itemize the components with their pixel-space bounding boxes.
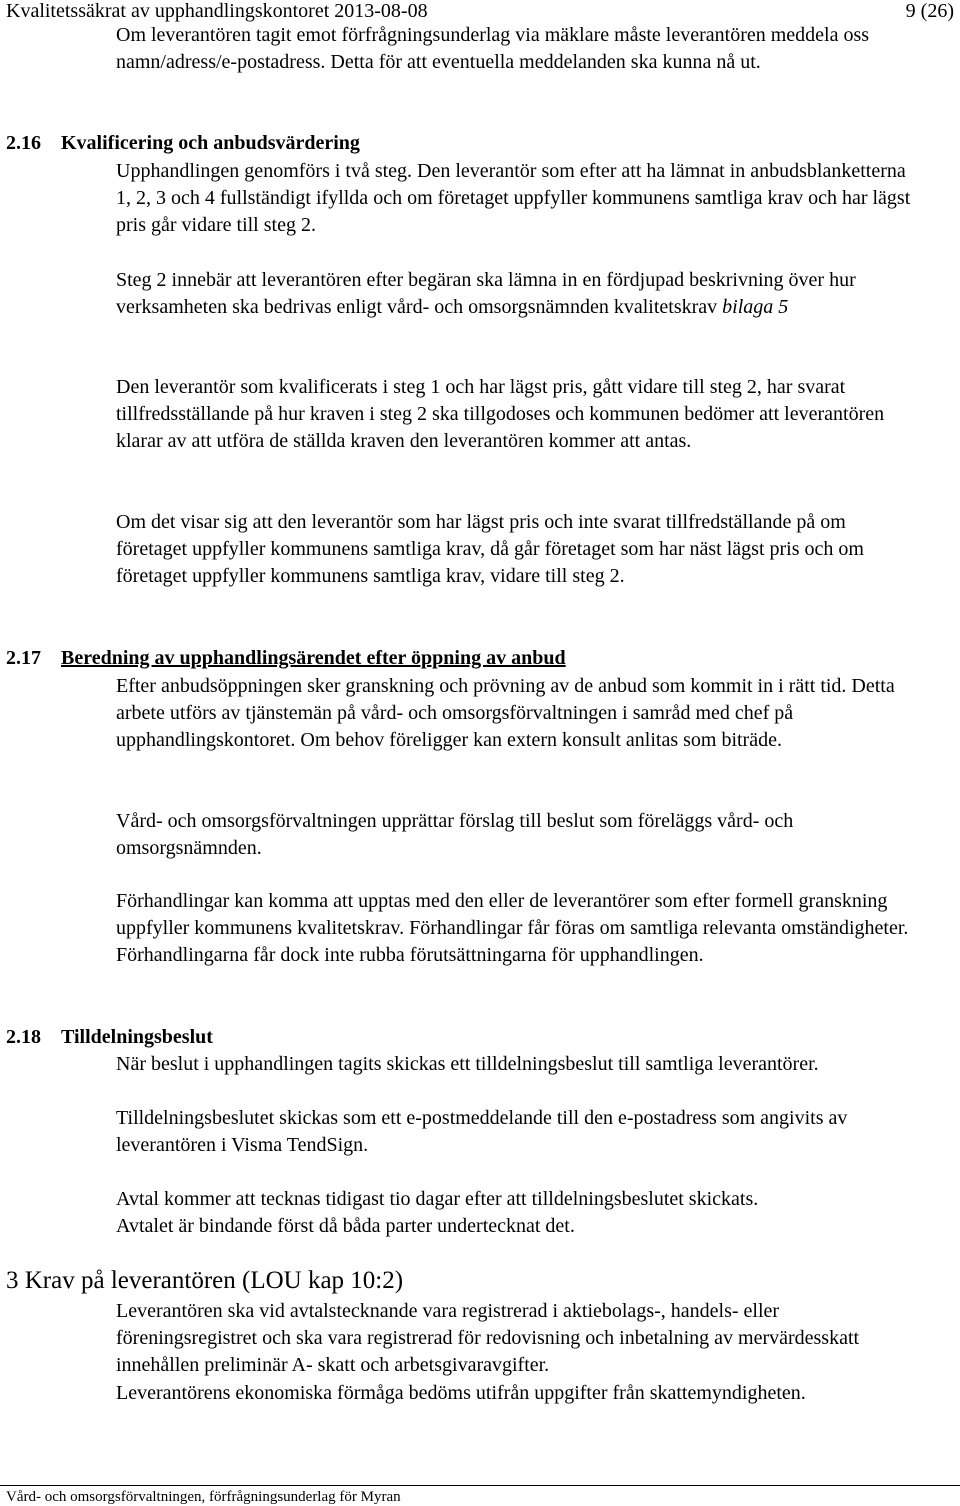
section-number: 2.16 bbox=[6, 132, 41, 154]
s218-paragraph-2: Tilldelningsbeslutet skickas som ett e-postmeddelande till den e-postadress som angivits av leverantören i Visma TendSign. bbox=[116, 1107, 848, 1157]
section-title: Kvalificering och anbudsvärdering bbox=[61, 132, 360, 154]
s218-paragraph-4: Avtalet är bindande först då båda parter undertecknat det. bbox=[116, 1215, 575, 1237]
section-2-16-heading bbox=[6, 130, 360, 157]
page-header bbox=[0, 0, 960, 24]
section-number: 2.18 bbox=[6, 1026, 41, 1048]
page-footer: Vård- och omsorgsförvaltningen, förfrågningsunderlag för Myran bbox=[6, 1489, 401, 1505]
s3-paragraph-2: Leverantörens ekonomiska förmåga bedöms utifrån uppgifter från skattemyndigheten. bbox=[116, 1382, 806, 1404]
footer-divider bbox=[0, 1485, 960, 1486]
s216-paragraph-2 bbox=[116, 267, 916, 321]
s216-paragraph-1: Upphandlingen genomförs i två steg. Den leverantör som efter att ha lämnat in anbudsblanketterna 1, 2, 3 och 4 fullständigt ifyllda och om företaget uppfyller kommunens samtliga krav och har lägst pris går vidare till steg 2. bbox=[116, 160, 911, 237]
s217-paragraph-2: Vård- och omsorgsförvaltningen upprättar förslag till beslut som föreläggs vård- och omsorgsnämnden. bbox=[116, 810, 794, 860]
s216-paragraph-4: Om det visar sig att den leverantör som har lägst pris och inte svarat tillfredställande på om företaget uppfyller kommunens samtliga krav, då går företaget som har näst lägst pris och om företaget uppfyller kommunens samtliga krav, vidare till steg 2. bbox=[116, 511, 864, 588]
s217-paragraph-3: Förhandlingar kan komma att upptas med den eller de leverantörer som efter formell granskning uppfyller kommunens kvalitetskrav. Förhandlingar får föras om samtliga relevanta omständigheter. Förhandlingarna får dock inte rubba förutsättningarna för upphandlingen. bbox=[116, 890, 909, 967]
s216-p2-text: Steg 2 innebär att leverantören efter begäran ska lämna in en fördjupad beskrivning över hur verksamheten ska bedrivas enligt vård- och omsorgsnämnden kvalitetskrav bbox=[116, 269, 856, 319]
s218-paragraph-1: När beslut i upphandlingen tagits skickas ett tilldelningsbeslut till samtliga leverantörer. bbox=[116, 1053, 819, 1075]
s3-paragraph-1: Leverantören ska vid avtalstecknande vara registrerad i aktiebolags-, handels- eller föreningsregistret och ska vara registrerad för redovisning och inbetalning av mervärdesskatt innehållen preliminär A- skatt och arbetsgivaravgifter. bbox=[116, 1300, 860, 1377]
section-2-17-heading bbox=[6, 645, 566, 672]
page-number: 9 (26) bbox=[905, 0, 954, 22]
chapter-3-heading: 3 Krav på leverantören (LOU kap 10:2) bbox=[6, 1267, 404, 1294]
s218-paragraph-3: Avtal kommer att tecknas tidigast tio dagar efter att tilldelningsbeslutet skickats. bbox=[116, 1188, 759, 1210]
s216-p2-attachment: bilaga 5 bbox=[722, 296, 789, 319]
section-title: Tilldelningsbeslut bbox=[61, 1026, 213, 1048]
section-title: Beredning av upphandlingsärendet efter öppning av anbud bbox=[61, 647, 566, 669]
s217-paragraph-1: Efter anbudsöppningen sker granskning och prövning av de anbud som kommit in i rätt tid. Detta arbete utförs av tjänstemän på vård- och omsorgsförvaltningen i samråd med chef på upphandlingskontoret. Om behov föreligger kan extern konsult anlitas som biträde. bbox=[116, 675, 895, 752]
s216-paragraph-3: Den leverantör som kvalificerats i steg 1 och har lägst pris, gått vidare till steg 2, har svarat tillfredsställande på hur kraven i steg 2 ska tillgodoses och kommunen bedömer att leverantören klarar av att utföra de ställda kraven den leverantören kommer att antas. bbox=[116, 376, 885, 453]
section-number: 2.17 bbox=[6, 647, 41, 669]
intro-paragraph: Om leverantören tagit emot förfrågningsunderlag via mäklare måste leverantören meddela oss namn/adress/e-postadress. Detta för att eventuella meddelanden ska kunna nå ut. bbox=[116, 24, 870, 74]
section-2-18-heading bbox=[6, 1024, 213, 1051]
header-quality-note: Kvalitetssäkrat av upphandlingskontoret 2013-08-08 bbox=[6, 0, 428, 22]
